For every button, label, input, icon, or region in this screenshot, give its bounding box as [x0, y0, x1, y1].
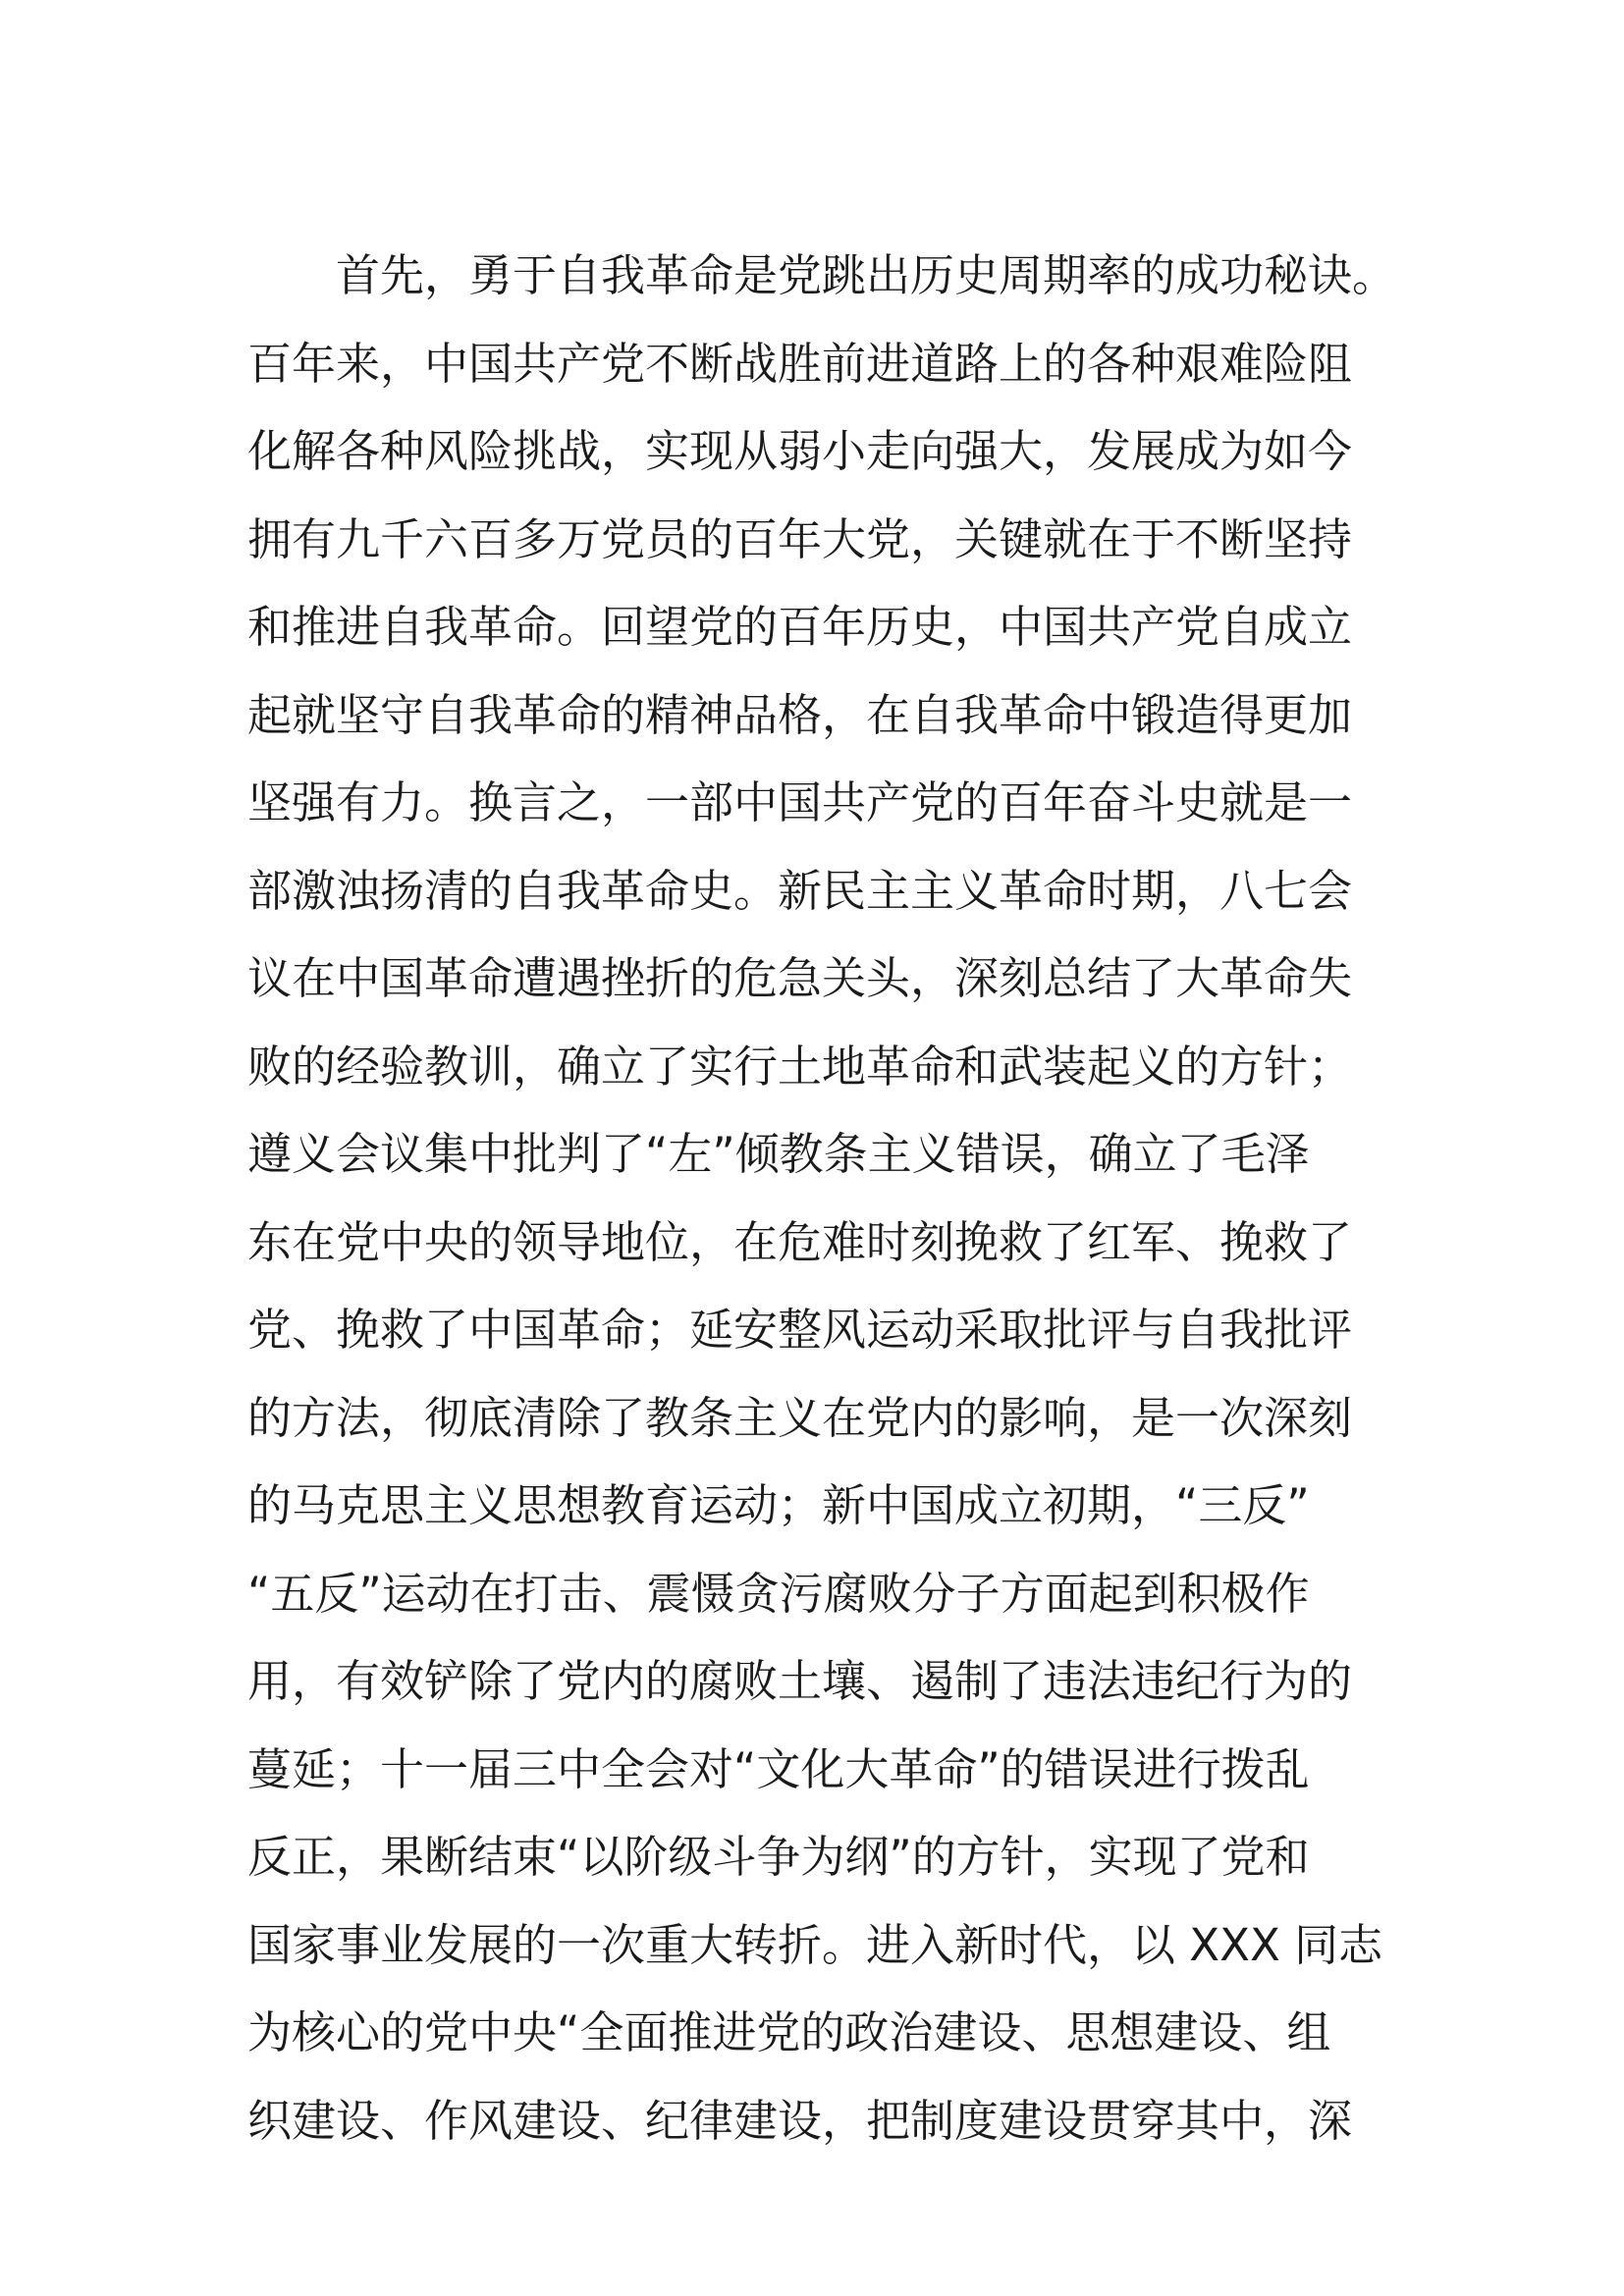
paragraph-line-3: 化解各种风险挑战，实现从弱小走向强大，发展成为如今 [247, 425, 1353, 477]
paragraph-line-6: 起就坚守自我革命的精神品格，在自我革命中锻造得更加 [247, 688, 1353, 741]
paragraph-line-12: 东在党中央的领导地位，在危难时刻挽救了红军、挽救了 [247, 1215, 1353, 1268]
paragraph-line-5: 和推进自我革命。回望党的百年历史，中国共产党自成立 [247, 601, 1353, 653]
paragraph-line-17: 用，有效铲除了党内的腐败土壤、遏制了违法违纪行为的 [247, 1655, 1353, 1707]
paragraph-line-10: 败的经验教训，确立了实行土地革命和武装起义的方针； [247, 1040, 1353, 1093]
paragraph-line-18: 蔓延；十一届三中全会对“文化大革命”的错误进行拨乱 [247, 1742, 1310, 1795]
paragraph-line-7: 坚强有力。换言之，一部中国共产党的百年奋斗史就是一 [247, 776, 1353, 828]
paragraph-line-16: “五反”运动在打击、震慑贪污腐败分子方面起到积极作 [247, 1567, 1310, 1620]
paragraph-line-8: 部激浊扬清的自我革命史。新民主主义革命时期，八七会 [247, 864, 1353, 917]
paragraph-line-11: 遵义会议集中批判了“左”倾教条主义错误，确立了毛泽 [247, 1128, 1310, 1180]
paragraph-line-13: 党、挽救了中国革命；延安整风运动采取批评与自我批评 [247, 1304, 1353, 1356]
paragraph-line-21: 为核心的党中央“全面推进党的政治建设、思想建设、组 [247, 2006, 1331, 2058]
paragraph-line-14: 的方法，彻底清除了教条主义在党内的影响，是一次深刻 [247, 1391, 1353, 1444]
paragraph-line-1: 首先，勇于自我革命是党跳出历史周期率的成功秘诀。 [336, 249, 1397, 301]
paragraph-line-4: 拥有九千六百多万党员的百年大党，关键就在于不断坚持 [247, 512, 1353, 565]
body-paragraph [247, 232, 1396, 2164]
paragraph-line-20: 国家事业发展的一次重大转折。进入新时代，以 XXX 同志 [247, 1918, 1383, 1971]
paragraph-line-9: 议在中国革命遭遇挫折的危急关头，深刻总结了大革命失 [247, 952, 1353, 1004]
paragraph-line-19: 反正，果断结束“以阶级斗争为纲”的方针，实现了党和 [247, 1831, 1310, 1883]
paragraph-line-15: 的马克思主义思想教育运动；新中国成立初期，“三反” [247, 1479, 1310, 1531]
paragraph-line-22: 织建设、作风建设、纪律建设，把制度建设贯穿其中，深 [247, 2094, 1353, 2147]
paragraph-line-2: 百年来，中国共产党不断战胜前进道路上的各种艰难险阻 [247, 337, 1353, 390]
